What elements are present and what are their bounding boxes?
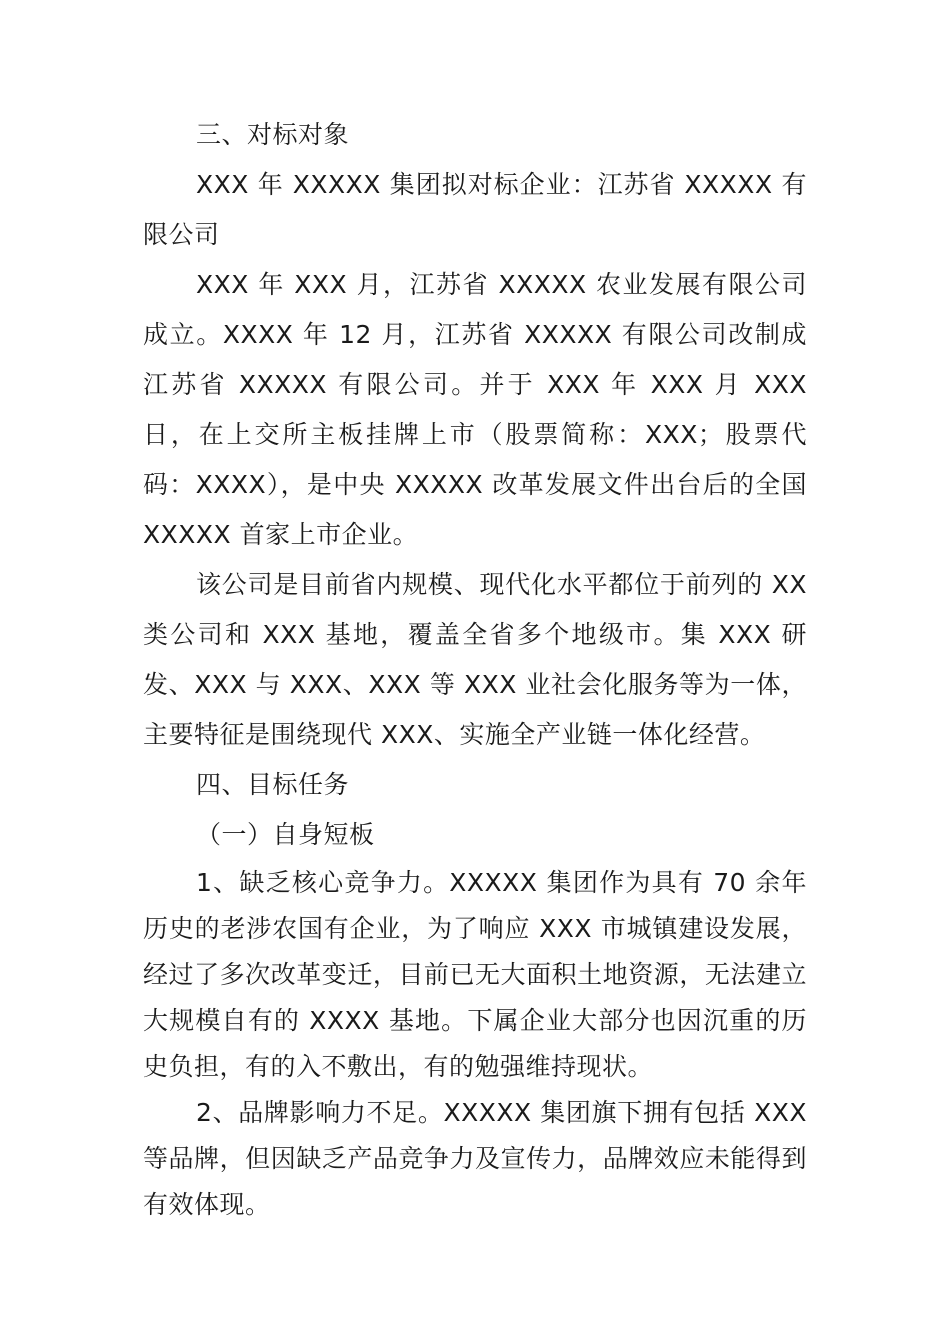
paragraph-core-competitiveness: 1、缺乏核心竞争力。XXXXX 集团作为具有 70 余年历史的老涉农国有企业，为了响应 XXX 市城镇建设发展，经过了多次改革变迁，目前已无大面积土地资源，无法建立大规模自有的 XXXX 基地。下属企业大部分也因沉重的历史负担，有的入不敷出，有的勉强维持现状。 — [143, 868, 807, 1081]
paragraph-benchmark-target: XXX 年 XXXXX 集团拟对标企业：江苏省 XXXXX 有限公司 — [143, 170, 807, 249]
paragraph-brand-influence: 2、品牌影响力不足。XXXXX 集团旗下拥有包括 XXX 等品牌，但因缺乏产品竞争力及宣传力，品牌效应未能得到有效体现。 — [143, 1098, 807, 1219]
document-body — [143, 110, 807, 1228]
paragraph-company-history: XXX 年 XXX 月，江苏省 XXXXX 农业发展有限公司成立。XXXX 年 12 月，江苏省 XXXXX 有限公司改制成江苏省 XXXXX 有限公司。并于 XXX 年 XXX 月 XXX 日，在上交所主板挂牌上市（股票简称：XXX；股票代码：XXXX），是中央 XXXXX 改革发展文件出台后的全国 XXXXX 首家上市企业。 — [143, 270, 807, 549]
section-heading-3: 三、对标对象 — [196, 120, 350, 149]
subsection-heading-1: （一）自身短板 — [196, 820, 375, 849]
section-heading-4: 四、目标任务 — [196, 770, 350, 799]
paragraph-company-profile: 该公司是目前省内规模、现代化水平都位于前列的 XX 类公司和 XXX 基地，覆盖全省多个地级市。集 XXX 研发、XXX 与 XXX、XXX 等 XXX 业社会化服务等为一体，主要特征是围绕现代 XXX、实施全产业链一体化经营。 — [143, 570, 807, 749]
